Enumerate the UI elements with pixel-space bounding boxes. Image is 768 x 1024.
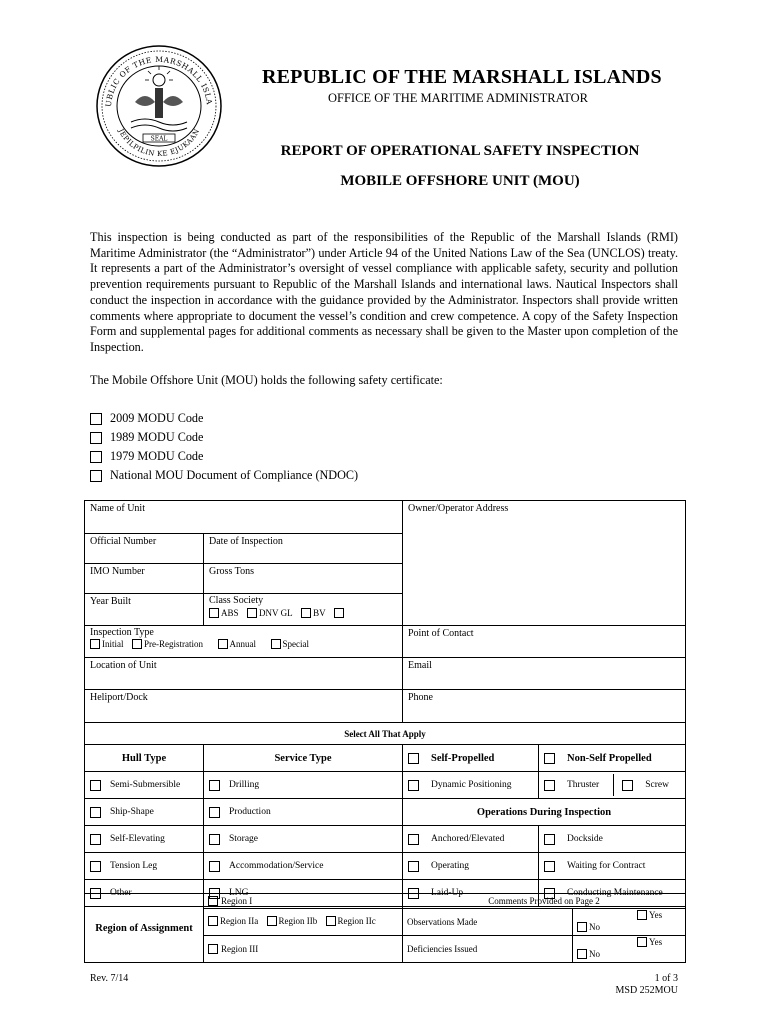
ops-anchored[interactable]: Anchored/Elevated [403, 826, 539, 853]
checkbox[interactable] [90, 470, 102, 482]
deficiencies-yes-no [573, 936, 686, 963]
deficiencies-no[interactable]: No [577, 949, 600, 959]
name-of-unit-field[interactable]: Name of Unit [85, 501, 403, 534]
self-propelled-option[interactable]: Self-Propelled [403, 745, 539, 772]
service-production[interactable]: Production [204, 799, 403, 826]
ops-maintenance[interactable]: Conducting Maintenance [539, 880, 686, 907]
hull-other[interactable]: Other [85, 880, 204, 907]
certificate-list [90, 409, 358, 485]
service-accommodation[interactable]: Accommodation/Service [204, 853, 403, 880]
inspection-annual[interactable]: Annual [218, 639, 257, 649]
form-number: MSD 252MOU [615, 985, 678, 996]
deficiencies-yes[interactable]: Yes [637, 937, 662, 947]
class-abs[interactable]: ABS [209, 608, 239, 618]
heliport-dock-field[interactable]: Heliport/Dock [85, 690, 403, 723]
seal-banner: SEAL [150, 135, 168, 143]
service-storage[interactable]: Storage [204, 826, 403, 853]
date-of-inspection-field[interactable]: Date of Inspection [204, 534, 403, 564]
hull-tension-leg[interactable]: Tension Leg [85, 853, 204, 880]
service-type-header: Service Type [204, 745, 403, 772]
imo-number-field[interactable]: IMO Number [85, 564, 204, 594]
screw-checkbox[interactable] [622, 780, 633, 791]
class-other[interactable] [334, 608, 346, 618]
checkbox[interactable] [90, 432, 102, 444]
service-drilling[interactable]: Drilling [204, 772, 403, 799]
region-1[interactable]: Region I [204, 894, 403, 909]
region-label: Region of Assignment [85, 894, 204, 963]
checkbox[interactable] [90, 451, 102, 463]
hull-ship-shape[interactable]: Ship-Shape [85, 799, 204, 826]
ops-laid-up[interactable]: Laid-Up [403, 880, 539, 907]
inspection-special[interactable]: Special [271, 639, 310, 649]
revision-label: Rev. 7/14 [90, 973, 129, 984]
inspection-type-field: Inspection Type Initial Pre-Registration Annual Special [85, 626, 403, 658]
phone-field[interactable]: Phone [403, 690, 686, 723]
thruster-checkbox[interactable] [544, 780, 555, 791]
page-number: 1 of 3 [654, 973, 678, 984]
point-of-contact-field[interactable]: Point of Contact [403, 626, 686, 658]
region-3[interactable]: Region III [204, 936, 403, 963]
cert-1979-modu: 1979 MODU Code [90, 447, 358, 466]
hull-self-elevating[interactable]: Self-Elevating [85, 826, 204, 853]
non-self-propelled-option[interactable]: Non-Self Propelled [539, 745, 686, 772]
comments-header: Comments Provided on Page 2 [403, 894, 686, 909]
hull-type-header: Hull Type [85, 745, 204, 772]
hull-semi-submersible[interactable]: Semi-Submersible [85, 772, 204, 799]
class-bv[interactable]: BV [301, 608, 326, 618]
report-subtitle: MOBILE OFFSHORE UNIT (MOU) [340, 173, 580, 189]
deficiencies-issued-label: Deficiencies Issued [403, 936, 573, 963]
header-subtitle: OFFICE OF THE MARITIME ADMINISTRATOR [328, 91, 588, 105]
certificate-intro: The Mobile Offshore Unit (MOU) holds the following safety certificate: [90, 373, 443, 387]
cert-2009-modu: 2009 MODU Code [90, 409, 358, 428]
ops-operating[interactable]: Operating [403, 853, 539, 880]
observations-made-label: Observations Made [403, 909, 573, 936]
observations-yes[interactable]: Yes [637, 910, 662, 920]
email-field[interactable]: Email [403, 658, 686, 690]
report-title: REPORT OF OPERATIONAL SAFETY INSPECTION [280, 143, 640, 159]
region-2a[interactable]: Region IIa [208, 916, 258, 926]
region-table [84, 893, 686, 963]
select-all-header: Select All That Apply [85, 723, 686, 745]
ops-dockside[interactable]: Dockside [539, 826, 686, 853]
unit-info-table [84, 500, 686, 907]
observations-no[interactable]: No [577, 922, 600, 932]
class-society-field: Class Society ABS DNV GL BV [204, 594, 403, 626]
inspection-initial[interactable]: Initial [90, 639, 124, 649]
owner-address-field[interactable]: Owner/Operator Address [403, 501, 686, 626]
gross-tons-field[interactable]: Gross Tons [204, 564, 403, 594]
region-2c[interactable]: Region IIc [326, 916, 376, 926]
class-dnv-gl[interactable]: DNV GL [247, 608, 293, 618]
observations-yes-no [573, 909, 686, 936]
page-footer [612, 973, 678, 997]
official-number-field[interactable]: Official Number [85, 534, 204, 564]
cert-ndoc: National MOU Document of Compliance (NDOC) [90, 466, 358, 485]
propulsion-options: Thruster Screw [539, 772, 686, 799]
header-title: REPUBLIC OF THE MARSHALL ISLANDS [262, 66, 662, 88]
operations-header: Operations During Inspection [403, 799, 686, 826]
seal-text-bottom: JEPILPILIN KE EJUKAAN [116, 127, 202, 159]
location-of-unit-field[interactable]: Location of Unit [85, 658, 403, 690]
intro-paragraph: This inspection is being conducted as part of the responsibilities of the Republic of the Marshall Islands (RMI) Maritime Administrator (the “Administrator”) under Article 94 of the United Nations Law of the Sea (UNCLOS) treaty. It represents a part of the Administrator’s oversight of vessel compliance with applicable safety, security and pollution prevention requirements pursuant to Republic of the Marshall Islands and international laws. Nautical Inspectors shall conduct the inspection in accordance with the guidance provided by the Administrator. Inspectors shall provide written comments where appropriate to document the vessel’s condition and crew competence. A copy of the Safety Inspection Form and supplemental pages for additional comments as necessary shall be given to the Master upon completion of the Inspection. [90, 230, 678, 354]
service-lng[interactable]: LNG [204, 880, 403, 907]
dynamic-positioning-option[interactable]: Dynamic Positioning [403, 772, 539, 799]
region-2b[interactable]: Region IIb [267, 916, 318, 926]
cert-1989-modu: 1989 MODU Code [90, 428, 358, 447]
seal-text-top: UBLIC OF THE MARSHALL ISLA [103, 54, 214, 108]
region-2-options [204, 909, 403, 936]
ops-waiting[interactable]: Waiting for Contract [539, 853, 686, 880]
checkbox[interactable] [90, 413, 102, 425]
year-built-field[interactable]: Year Built [85, 594, 204, 626]
inspection-pre-registration[interactable]: Pre-Registration [132, 639, 203, 649]
